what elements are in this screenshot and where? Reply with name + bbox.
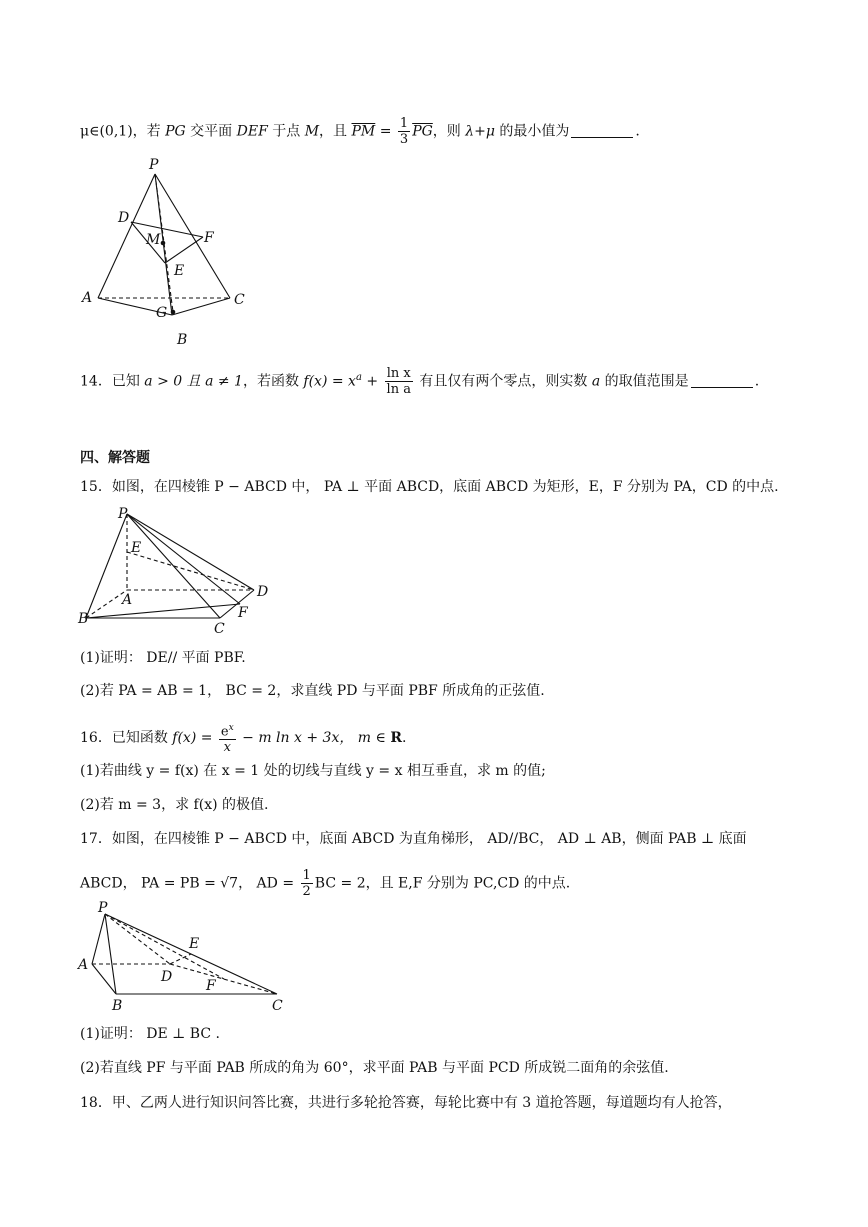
q18-text: 甲、乙两人进行知识问答比赛，共进行多轮抢答赛，每轮比赛中有 3 道抢答题，每道题均有人抢答， — [111, 1095, 732, 1111]
q15-label-f: F — [238, 605, 248, 621]
q17-label-b: B — [112, 998, 123, 1014]
q17-label-p: P — [98, 900, 108, 916]
q14-frac-num: ln x — [386, 366, 411, 381]
q17-label-a: A — [78, 957, 89, 973]
section-heading: 四、解答题 — [80, 450, 150, 466]
q17-label-c: C — [272, 998, 283, 1014]
q16-t1: 已知函数 — [111, 730, 173, 747]
q14-number: 14． — [80, 373, 112, 390]
q15-label-b: B — [78, 611, 89, 627]
q13-label-p: P — [149, 157, 159, 173]
q15-text: 如图，在四棱锥 P − ABCD 中， PA ⊥ 平面 ABCD，底面 ABCD 为矩形，E，F 分别为 PA，CD 的中点. — [111, 479, 779, 495]
q13-t1: 交平面 — [185, 123, 237, 140]
q16-part2: (2)若 m = 3，求 f(x) 的极值. — [80, 797, 269, 813]
q13-label-g: G — [156, 305, 168, 321]
q13-frac-num: 1 — [399, 116, 409, 131]
q13-point-g-dot — [171, 310, 176, 315]
q15-pyramid-figure — [72, 500, 282, 640]
q13-label-e: E — [174, 263, 185, 279]
q13-fraction — [398, 116, 410, 147]
q13-vector-pg: $\overline{PG}$ — [412, 123, 433, 140]
q15-label-e: E — [131, 540, 142, 556]
q14-function: f(x) = x — [303, 373, 356, 390]
q14-exponent: a — [355, 371, 362, 383]
q14-fraction — [385, 366, 413, 397]
q17-number: 17． — [80, 831, 112, 847]
q14-t3: 有且仅有两个零点，则实数 — [414, 373, 592, 390]
q13-t2: 于点 — [267, 123, 305, 140]
q15-label-d: D — [257, 584, 269, 600]
q15-line — [80, 477, 779, 497]
q13-answer-blank[interactable] — [571, 123, 633, 138]
q16-part1: (1)若曲线 y = f(x) 在 x = 1 处的切线与直线 y = x 相互垂直，求 m 的值; — [80, 763, 546, 779]
q13-t4: ，则 — [432, 123, 466, 140]
q16-function: f(x) = — [172, 730, 217, 747]
q13-point-m-dot — [161, 241, 166, 246]
q15-label-p: P — [118, 506, 128, 522]
q16-frac-e: e — [220, 724, 229, 740]
q17-label-e: E — [189, 936, 200, 952]
q15-part1: (1)证明： DE// 平面 PBF. — [80, 650, 246, 666]
q15-label-c: C — [214, 621, 225, 637]
q13-label-a: A — [82, 290, 93, 306]
q14-answer-blank[interactable] — [691, 373, 753, 388]
q17-line2 — [80, 868, 570, 899]
q17-line1 — [80, 829, 747, 849]
q14-t1: 已知 — [111, 373, 145, 390]
q15-label-a: A — [122, 592, 133, 608]
q13-t3: ，且 — [319, 123, 352, 140]
q17-frac-num: 1 — [302, 868, 311, 883]
q17-frac-den: 2 — [302, 884, 311, 899]
q16-frac-sup: x — [228, 723, 234, 733]
q13-pg: PG — [165, 123, 186, 140]
q14-condition: a > 0 且 a ≠ 1 — [144, 373, 243, 390]
q17-pyramid-figure — [72, 898, 292, 1018]
q13-eq: = — [375, 123, 396, 140]
q17-label-d: D — [161, 969, 173, 985]
q17-part1: (1)证明： DE ⊥ BC . — [80, 1026, 220, 1042]
q15-part2: (2)若 PA = AB = 1， BC = 2，求直线 PD 与平面 PBF 所成角的正弦值. — [80, 683, 545, 699]
q13-label-m: M — [146, 232, 161, 248]
q17-fraction — [301, 868, 313, 899]
q16-frac-den: x — [223, 740, 231, 756]
q16-frac-num — [219, 721, 236, 740]
q17-label-f: F — [206, 978, 216, 994]
q16-line — [80, 721, 406, 755]
q16-real-set: R — [390, 730, 402, 747]
q18-line — [80, 1093, 732, 1113]
q17-part2: (2)若直线 PF 与平面 PAB 所成的角为 60°，求平面 PAB 与平面 PCD 所成锐二面角的余弦值. — [80, 1060, 669, 1076]
q18-number: 18． — [80, 1095, 112, 1111]
q16-number: 16． — [80, 730, 112, 747]
q13-end: . — [635, 123, 640, 140]
q13-point-m: M — [304, 123, 320, 140]
q13-label-d: D — [118, 210, 130, 226]
q13-label-b: B — [177, 332, 188, 348]
q14-line — [80, 366, 759, 397]
q13-frac-den: 3 — [399, 132, 409, 147]
q13-t5: 的最小值为 — [494, 123, 570, 140]
q14-t2: ，若函数 — [242, 373, 304, 390]
q14-plus: + — [361, 373, 383, 390]
q13-plane-def: DEF — [236, 123, 268, 140]
q14-frac-den: ln a — [386, 382, 411, 397]
q13-label-c: C — [234, 292, 245, 308]
q14-t4: 的取值范围是 — [600, 373, 689, 390]
q13-text-line — [80, 116, 640, 147]
q13-label-f: F — [204, 230, 214, 246]
q13-tetrahedron-figure — [70, 150, 270, 350]
q16-end: . — [401, 730, 407, 747]
q14-end: . — [754, 373, 760, 390]
q13-vector-pm: $\overline{PM}$ — [351, 123, 376, 140]
q14-var-a: a — [591, 373, 601, 390]
q17-text2a: ABCD， PA = PB = √7， AD = — [80, 875, 299, 892]
q16-fraction — [219, 721, 236, 755]
q17-text2b: BC = 2，且 E,F 分别为 PC,CD 的中点. — [314, 875, 571, 892]
q13-mu-range: μ∈(0,1)，若 — [80, 123, 166, 140]
q17-text1: 如图，在四棱锥 P − ABCD 中，底面 ABCD 为直角梯形， AD//BC， AD ⊥ AB，侧面 PAB ⊥ 底面 — [111, 831, 747, 847]
q15-number: 15． — [80, 479, 112, 495]
q13-lambda-mu: λ+μ — [465, 123, 495, 140]
q16-rest: − m ln x + 3x， m ∈ — [237, 730, 391, 747]
